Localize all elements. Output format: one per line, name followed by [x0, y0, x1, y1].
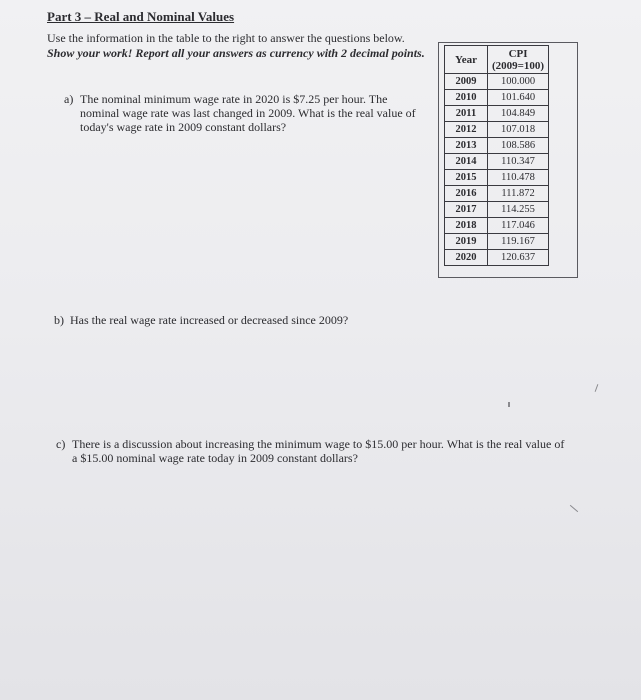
table-row	[445, 154, 549, 170]
year-cell: 2016	[445, 186, 488, 202]
year-cell: 2010	[445, 90, 488, 106]
cpi-cell: 111.872	[488, 186, 549, 202]
column-header-cpi	[488, 46, 549, 74]
year-cell: 2018	[445, 218, 488, 234]
question-text: There is a discussion about increasing the minimum wage to $15.00 per hour. What is the real value of a $15.00 nominal wage rate today in 2009 constant dollars?	[72, 437, 565, 465]
table-row	[445, 106, 549, 122]
table-row	[445, 138, 549, 154]
cpi-cell: 120.637	[488, 250, 549, 266]
table-row	[445, 250, 549, 266]
question-a	[64, 92, 425, 134]
table-row	[445, 90, 549, 106]
cpi-cell: 110.478	[488, 170, 549, 186]
cpi-cell: 117.046	[488, 218, 549, 234]
cpi-cell: 100.000	[488, 74, 549, 90]
year-cell: 2011	[445, 106, 488, 122]
cpi-cell: 110.347	[488, 154, 549, 170]
cpi-cell: 104.849	[488, 106, 549, 122]
cpi-cell: 107.018	[488, 122, 549, 138]
table-row	[445, 122, 549, 138]
page-title: Part 3 – Real and Nominal Values	[47, 9, 235, 24]
year-cell: 2017	[445, 202, 488, 218]
stray-mark	[508, 402, 510, 407]
cpi-header-sub: (2009=100)	[492, 59, 545, 72]
year-cell: 2013	[445, 138, 488, 154]
question-text: The nominal minimum wage rate in 2020 is $7.25 per hour. The nominal wage rate was last changed in 2009. What is the real value of today's wage rate in 2009 constant dollars?	[80, 92, 416, 134]
cpi-table	[444, 45, 549, 266]
year-cell: 2012	[445, 122, 488, 138]
cpi-cell: 108.586	[488, 138, 549, 154]
year-cell: 2009	[445, 74, 488, 90]
question-label: b)	[54, 313, 64, 327]
cpi-header-label: CPI	[508, 47, 528, 60]
year-cell: 2020	[445, 250, 488, 266]
column-header-year: Year	[445, 46, 488, 74]
table-row	[445, 218, 549, 234]
instructions-text: Use the information in the table to the right to answer the questions below.	[47, 31, 405, 45]
year-cell: 2015	[445, 170, 488, 186]
year-cell: 2014	[445, 154, 488, 170]
question-b	[54, 313, 430, 327]
table-row	[445, 170, 549, 186]
question-label: c)	[56, 437, 66, 451]
question-label: a)	[64, 92, 74, 106]
table-row	[445, 202, 549, 218]
year-cell: 2019	[445, 234, 488, 250]
stray-mark	[595, 384, 599, 392]
cpi-cell: 101.640	[488, 90, 549, 106]
table-row	[445, 74, 549, 90]
cpi-cell: 114.255	[488, 202, 549, 218]
stray-mark	[570, 505, 578, 512]
table-row	[445, 186, 549, 202]
table-row	[445, 234, 549, 250]
question-text: Has the real wage rate increased or decreased since 2009?	[70, 313, 349, 327]
question-c	[56, 437, 572, 465]
cpi-cell: 119.167	[488, 234, 549, 250]
instructions-emphasis: Show your work! Report all your answers as currency with 2 decimal points.	[47, 46, 425, 60]
instructions	[47, 31, 427, 61]
